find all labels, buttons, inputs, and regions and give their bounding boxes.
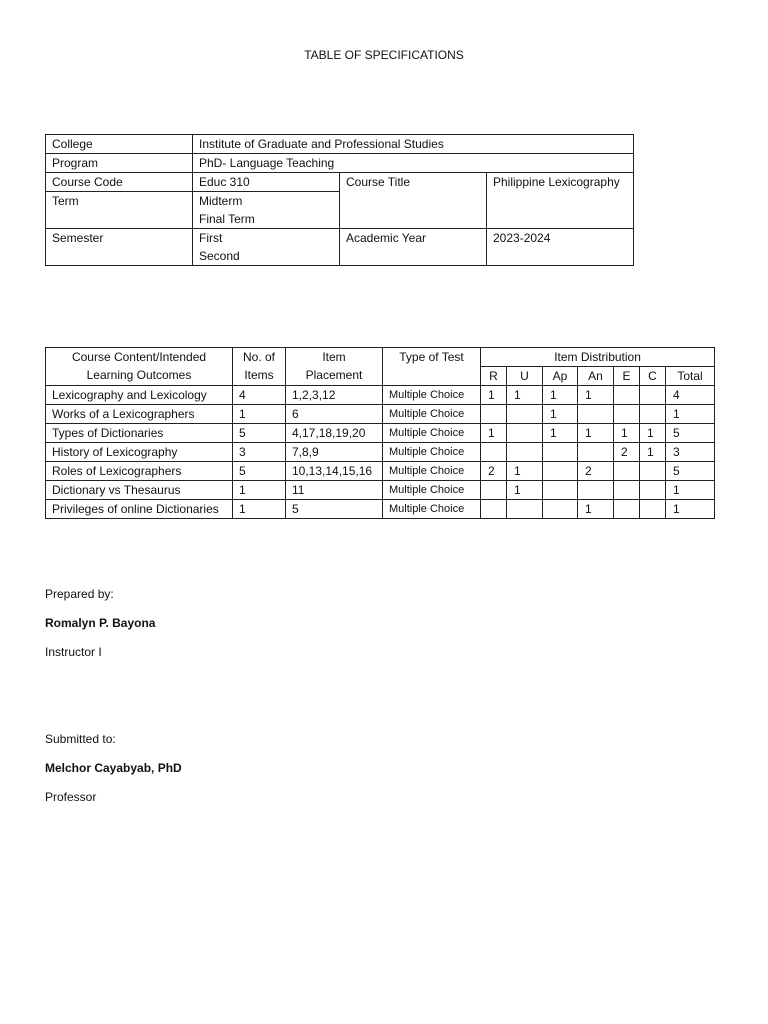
semester-second: Second [199,249,240,263]
course-code-label: Course Code [46,173,193,192]
semester-value [193,229,340,266]
cell-u: 1 [507,481,543,500]
cell-r: 1 [481,424,507,443]
cell-item-placement: 4,17,18,19,20 [286,424,383,443]
cell-total: 4 [666,386,715,405]
cell-course-content: Types of Dictionaries [46,424,233,443]
cell-e: 2 [614,443,640,462]
cell-ap [543,481,578,500]
header-course-content [46,348,233,386]
cell-type-of-test: Multiple Choice [383,386,481,405]
cell-an [578,443,614,462]
cell-c [640,500,666,519]
cell-c [640,481,666,500]
cell-no-of-items: 1 [233,405,286,424]
header-no-of-items-line2: Items [244,368,274,382]
cell-r [481,443,507,462]
cell-type-of-test: Multiple Choice [383,462,481,481]
prepared-by-name: Romalyn P. Bayona [45,616,156,630]
cell-r: 1 [481,386,507,405]
cell-total: 1 [666,500,715,519]
course-title-label: Course Title [340,173,487,229]
header-item-distribution: Item Distribution [481,348,715,367]
header-no-of-items-line1: No. of [242,350,275,364]
header-item-placement-line2: Placement [305,368,363,382]
cell-course-content: Privileges of online Dictionaries [46,500,233,519]
header-r: R [481,367,507,386]
cell-item-placement: 11 [286,481,383,500]
cell-u: 1 [507,462,543,481]
cell-type-of-test: Multiple Choice [383,405,481,424]
header-no-of-items [233,348,286,386]
cell-e [614,462,640,481]
program-value: PhD- Language Teaching [193,154,634,173]
term-label: Term [46,192,193,229]
program-label: Program [46,154,193,173]
header-item-placement [286,348,383,386]
cell-course-content: Roles of Lexicographers [46,462,233,481]
cell-total: 5 [666,424,715,443]
document-title: TABLE OF SPECIFICATIONS [304,48,464,62]
college-value: Institute of Graduate and Professional Studies [193,135,634,154]
submitted-to-position: Professor [45,790,97,804]
cell-ap: 1 [543,386,578,405]
header-course-content-line2: Learning Outcomes [86,368,192,382]
cell-ap [543,462,578,481]
table-row [46,424,715,443]
table-row [46,405,715,424]
prepared-by-position: Instructor I [45,645,102,659]
cell-item-placement: 7,8,9 [286,443,383,462]
header-item-placement-line1: Item [322,350,346,364]
cell-total: 5 [666,462,715,481]
cell-e [614,481,640,500]
cell-course-content: Lexicography and Lexicology [46,386,233,405]
term-value [193,192,340,229]
cell-an: 1 [578,500,614,519]
cell-item-placement: 6 [286,405,383,424]
cell-total: 3 [666,443,715,462]
cell-an: 1 [578,386,614,405]
cell-item-placement: 1,2,3,12 [286,386,383,405]
cell-e [614,386,640,405]
header-u: U [507,367,543,386]
cell-e [614,500,640,519]
cell-ap: 1 [543,424,578,443]
cell-u [507,500,543,519]
table-row [46,386,715,405]
course-title-value: Philippine Lexicography [487,173,634,229]
term-final: Final Term [199,212,255,226]
cell-ap [543,500,578,519]
cell-type-of-test: Multiple Choice [383,443,481,462]
cell-total: 1 [666,405,715,424]
cell-item-placement: 10,13,14,15,16 [286,462,383,481]
table-row [46,481,715,500]
course-code-value: Educ 310 [193,173,340,192]
cell-ap [543,443,578,462]
cell-e: 1 [614,424,640,443]
header-an: An [578,367,614,386]
cell-an [578,405,614,424]
prepared-by-label: Prepared by: [45,587,114,601]
submitted-to-name: Melchor Cayabyab, PhD [45,761,182,775]
cell-no-of-items: 4 [233,386,286,405]
cell-no-of-items: 5 [233,462,286,481]
cell-c: 1 [640,424,666,443]
cell-course-content: History of Lexicography [46,443,233,462]
cell-no-of-items: 1 [233,500,286,519]
academic-year-label: Academic Year [340,229,487,266]
cell-u [507,405,543,424]
course-info-table [45,134,634,266]
cell-r [481,405,507,424]
cell-type-of-test: Multiple Choice [383,424,481,443]
cell-c: 1 [640,443,666,462]
semester-first: First [199,231,223,245]
cell-no-of-items: 5 [233,424,286,443]
table-row [46,500,715,519]
table-row [46,443,715,462]
cell-ap: 1 [543,405,578,424]
academic-year-value: 2023-2024 [487,229,634,266]
cell-no-of-items: 1 [233,481,286,500]
semester-label: Semester [46,229,193,266]
cell-c [640,386,666,405]
cell-no-of-items: 3 [233,443,286,462]
cell-type-of-test: Multiple Choice [383,481,481,500]
cell-e [614,405,640,424]
header-type-of-test: Type of Test [383,348,481,386]
header-total: Total [666,367,715,386]
table-row [46,462,715,481]
cell-course-content: Works of a Lexicographers [46,405,233,424]
cell-r [481,481,507,500]
cell-u [507,443,543,462]
cell-an [578,481,614,500]
header-ap: Ap [543,367,578,386]
cell-u [507,424,543,443]
cell-u: 1 [507,386,543,405]
cell-type-of-test: Multiple Choice [383,500,481,519]
cell-an: 2 [578,462,614,481]
cell-c [640,405,666,424]
college-label: College [46,135,193,154]
header-e: E [614,367,640,386]
header-course-content-line1: Course Content/Intended [71,350,207,364]
term-midterm: Midterm [199,194,243,208]
cell-item-placement: 5 [286,500,383,519]
submitted-to-label: Submitted to: [45,732,116,746]
cell-an: 1 [578,424,614,443]
cell-r: 2 [481,462,507,481]
cell-course-content: Dictionary vs Thesaurus [46,481,233,500]
header-c: C [640,367,666,386]
cell-r [481,500,507,519]
cell-c [640,462,666,481]
cell-total: 1 [666,481,715,500]
specifications-table [45,347,715,519]
